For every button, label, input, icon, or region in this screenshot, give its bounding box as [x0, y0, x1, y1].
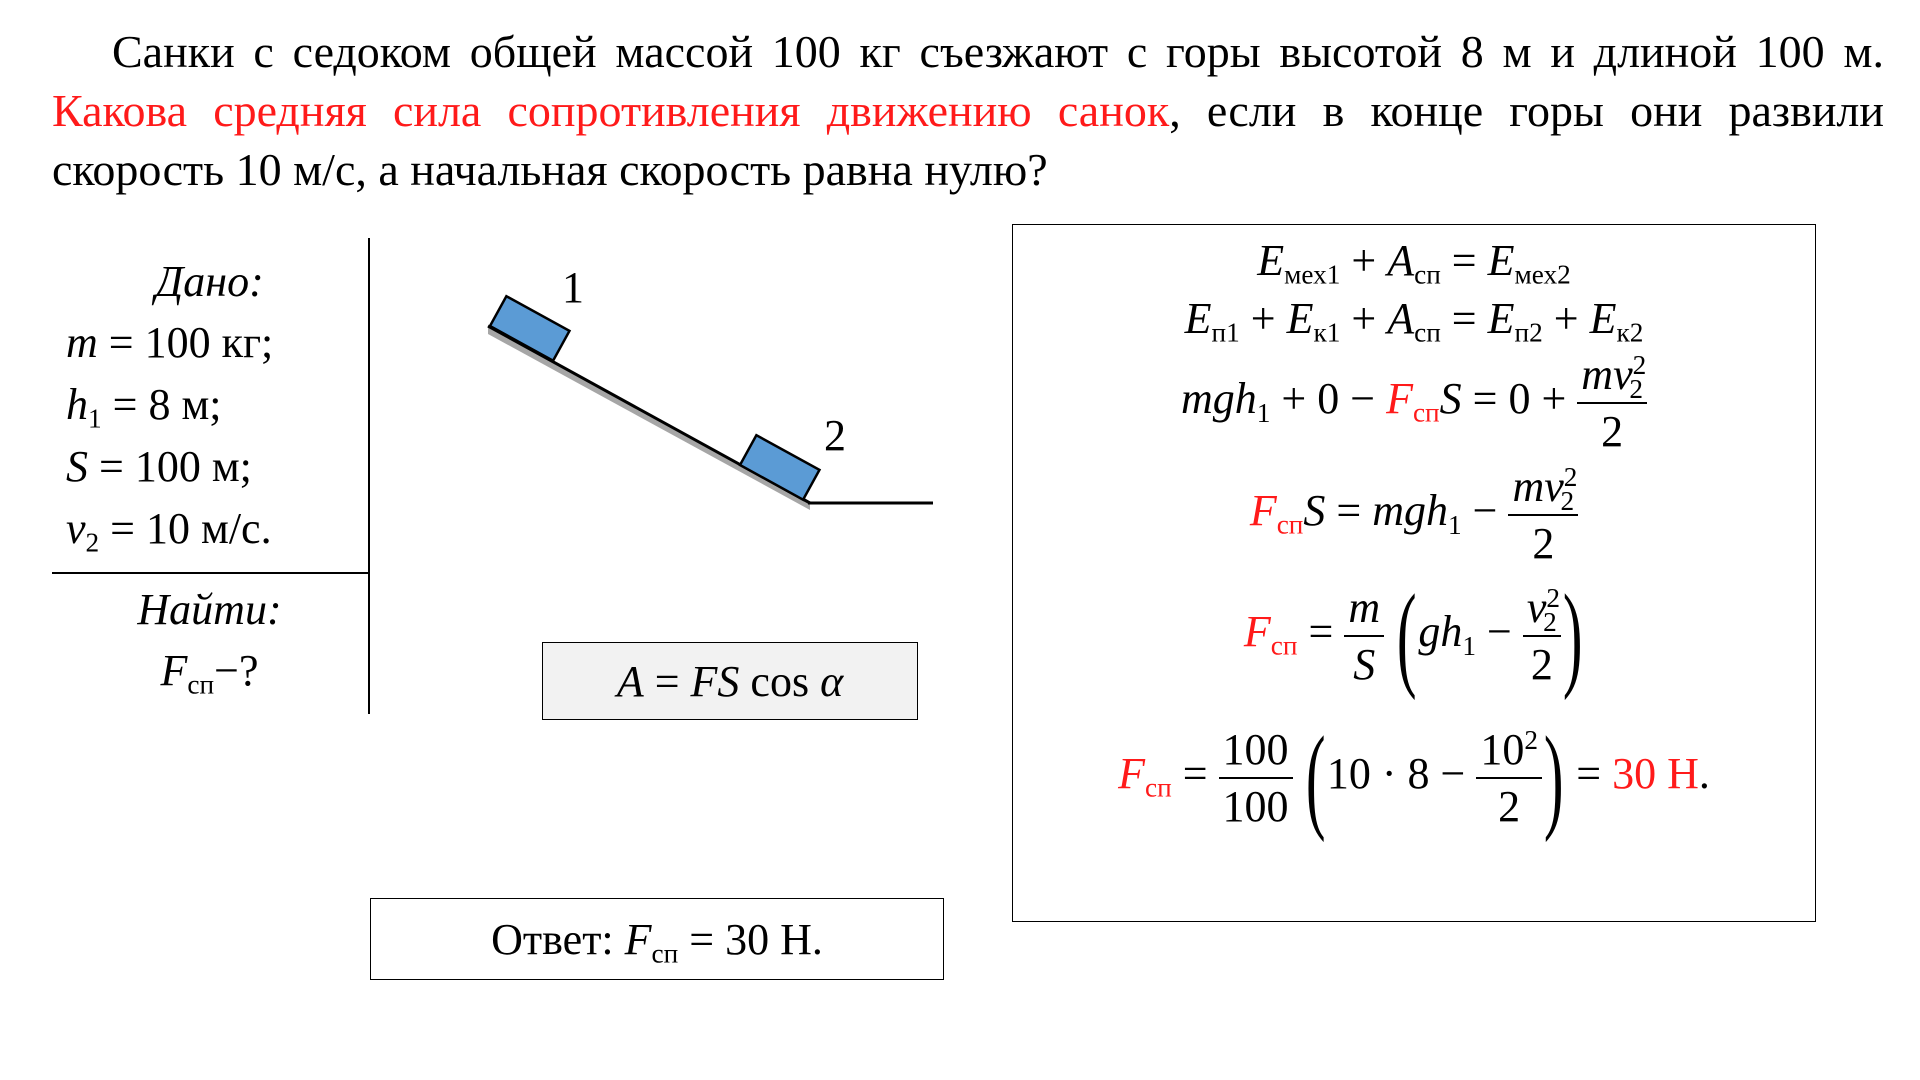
given-header: Дано: — [155, 257, 264, 306]
answer-value: = 30 Н. — [689, 914, 823, 964]
eq-resistance-formula: $F_{сп}$ = $\frac{m}{S}$ ($gh_1$ − $\frac{v^2_2}{2}$ ) — [1243, 570, 1583, 701]
problem-statement — [52, 22, 1884, 199]
eq-substituted: $mgh_1 + 0 - F_{сп}S = 0$ + $\frac{mv^2_2}{2}$ — [1181, 350, 1647, 456]
given-velocity: $v_2 = 10$ м/с. — [66, 504, 272, 558]
label-1: 1 — [562, 263, 584, 312]
given-divider — [52, 572, 369, 574]
label-2: 2 — [824, 411, 846, 460]
problem-question-rest: , если в конце горы они развили скорость 10 м/с, а начальная скорость равна нулю? — [52, 85, 1885, 195]
answer-prefix: Ответ: — [491, 914, 614, 964]
given-mass: m = 100 кг; — [66, 318, 274, 367]
given-length: S = 100 м; — [66, 442, 252, 491]
eq-energy-components: $E_{п1} + E_{к1} + A_{сп} = E_{п2} + E_{к2}$ — [1184, 294, 1644, 348]
given-height: $h_1 = 8$ м; — [66, 380, 222, 434]
problem-sentence-1: Санки с седоком общей массой 100 кг съезжают с горы высотой 8 м и длиной 100 м. — [112, 26, 1884, 77]
problem-question-highlight: Какова средняя сила сопротивления движению санок — [52, 85, 1170, 136]
find-header: Найти: — [137, 585, 282, 634]
given-vertical-divider — [368, 238, 370, 714]
incline-diagram — [478, 258, 938, 528]
work-formula-box: A = FS cos α — [542, 642, 918, 720]
eq-numeric-result: $F_{сп}$ = $\frac{100}{100}$ (10 · 8 − $\frac{10^2}{2}$ ) = 30 Н. — [1118, 712, 1710, 843]
find-target: $F_{сп}-$? — [160, 646, 259, 700]
find-block — [52, 580, 367, 702]
eq-energy-mech: $E_{мех1} + A_{сп} = E_{мех2}$ — [1257, 236, 1571, 290]
solution-box — [1012, 224, 1816, 922]
result-value: 30 Н — [1612, 749, 1699, 799]
answer-box: Ответ: $F_{сп} = 30$ Н. — [370, 898, 944, 980]
given-block — [52, 252, 367, 700]
eq-resistance-work: $F_{сп}S = mgh_1$ − $\frac{mv^2_2}{2}$ — [1249, 462, 1578, 568]
